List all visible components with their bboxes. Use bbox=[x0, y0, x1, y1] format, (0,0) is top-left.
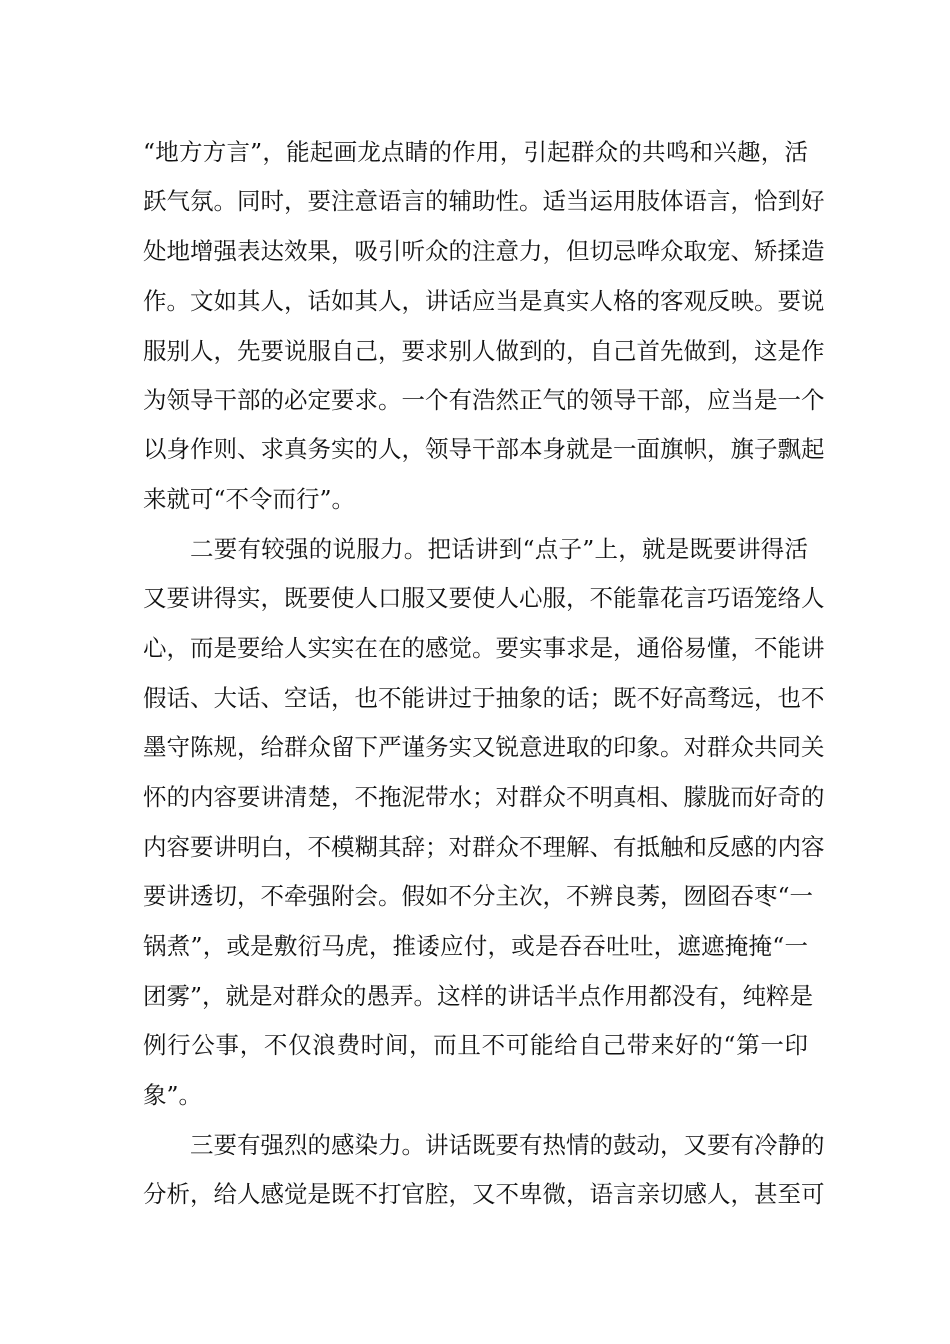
text-line: 作。文如其人，话如其人，讲话应当是真实人格的客观反映。要说 bbox=[143, 287, 825, 315]
text-line: 锅煮”，或是敷衍马虎，推诿应付，或是吞吞吐吐，遮遮掩掩“一 bbox=[143, 932, 808, 960]
text-line: 服别人，先要说服自己，要求别人做到的，自己首先做到，这是作 bbox=[143, 337, 825, 365]
text-line: 跃气氛。同时，要注意语言的辅助性。适当运用肢体语言，恰到好 bbox=[143, 187, 825, 215]
text-line: 又要讲得实，既要使人口服又要使人心服，不能靠花言巧语笼络人 bbox=[143, 584, 825, 612]
text-line: 怀的内容要讲清楚，不拖泥带水；对群众不明真相、朦胧而好奇的 bbox=[143, 783, 825, 811]
text-line: 以身作则、求真务实的人，领导干部本身就是一面旗帜，旗子飘起 bbox=[143, 435, 825, 463]
text-line: 例行公事，不仅浪费时间，而且不可能给自己带来好的“第一印 bbox=[143, 1031, 808, 1059]
text-line: 假话、大话、空话，也不能讲过于抽象的话；既不好高骛远，也不 bbox=[143, 684, 825, 712]
text-line: “地方方言”，能起画龙点睛的作用，引起群众的共鸣和兴趣，活 bbox=[143, 138, 808, 166]
text-line: 内容要讲明白，不模糊其辞；对群众不理解、有抵触和反感的内容 bbox=[143, 833, 825, 861]
paragraph-first-line: 三要有强烈的感染力。讲话既要有热情的鼓动，又要有冷静的 bbox=[190, 1131, 825, 1159]
text-line: 分析，给人感觉是既不打官腔，又不卑微，语言亲切感人，甚至可 bbox=[143, 1180, 825, 1208]
text-line: 处地增强表达效果，吸引听众的注意力，但切忌哗众取宠、矫揉造 bbox=[143, 237, 825, 265]
text-line: 团雾”，就是对群众的愚弄。这样的讲话半点作用都没有，纯粹是 bbox=[143, 982, 814, 1010]
text-line: 墨守陈规，给群众留下严谨务实又锐意进取的印象。对群众共同关 bbox=[143, 733, 825, 761]
text-line: 来就可“不令而行”。 bbox=[143, 485, 356, 513]
text-line: 心，而是要给人实实在在的感觉。要实事求是，通俗易懂，不能讲 bbox=[143, 634, 825, 662]
paragraph-first-line: 二要有较强的说服力。把话讲到“点子”上，就是既要讲得活 bbox=[190, 535, 808, 563]
text-line: 要讲透切，不牵强附会。假如不分主次，不辨良莠，囫囵吞枣“一 bbox=[143, 882, 814, 910]
text-line: 为领导干部的必定要求。一个有浩然正气的领导干部，应当是一个 bbox=[143, 386, 825, 414]
text-line: 象”。 bbox=[143, 1081, 203, 1109]
